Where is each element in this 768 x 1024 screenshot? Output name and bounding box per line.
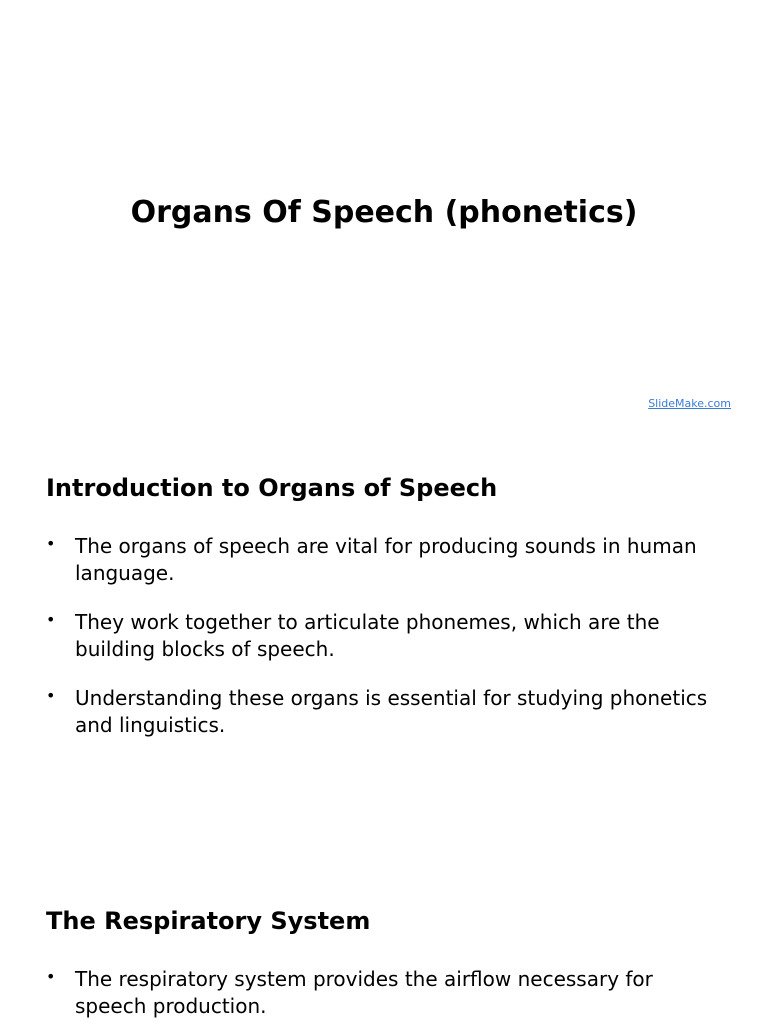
bullet-icon: • (46, 686, 56, 705)
section-heading-introduction: Introduction to Organs of Speech (46, 474, 498, 502)
bullet-item (46, 533, 726, 587)
bullet-text: The organs of speech are vital for producing sounds in human language. (75, 534, 697, 585)
bullet-text: They work together to articulate phonemes, which are the building blocks of speech. (75, 610, 660, 661)
bullet-item (46, 966, 726, 1020)
section-heading-respiratory-system: The Respiratory System (46, 907, 371, 935)
bullet-icon: • (46, 610, 56, 629)
bullet-icon: • (46, 534, 56, 553)
slide-title: Organs Of Speech (phonetics) (130, 195, 638, 230)
bullet-icon: • (46, 967, 56, 986)
bullet-text: The respiratory system provides the airflow necessary for speech production. (75, 967, 653, 1018)
slidemake-link[interactable]: SlideMake.com (648, 397, 731, 410)
bullet-item (46, 685, 726, 739)
bullet-list-respiratory-system (46, 966, 726, 1024)
bullet-text: Understanding these organs is essential for studying phonetics and linguistics. (75, 686, 708, 737)
bullet-list-introduction (46, 533, 726, 761)
bullet-item (46, 609, 726, 663)
